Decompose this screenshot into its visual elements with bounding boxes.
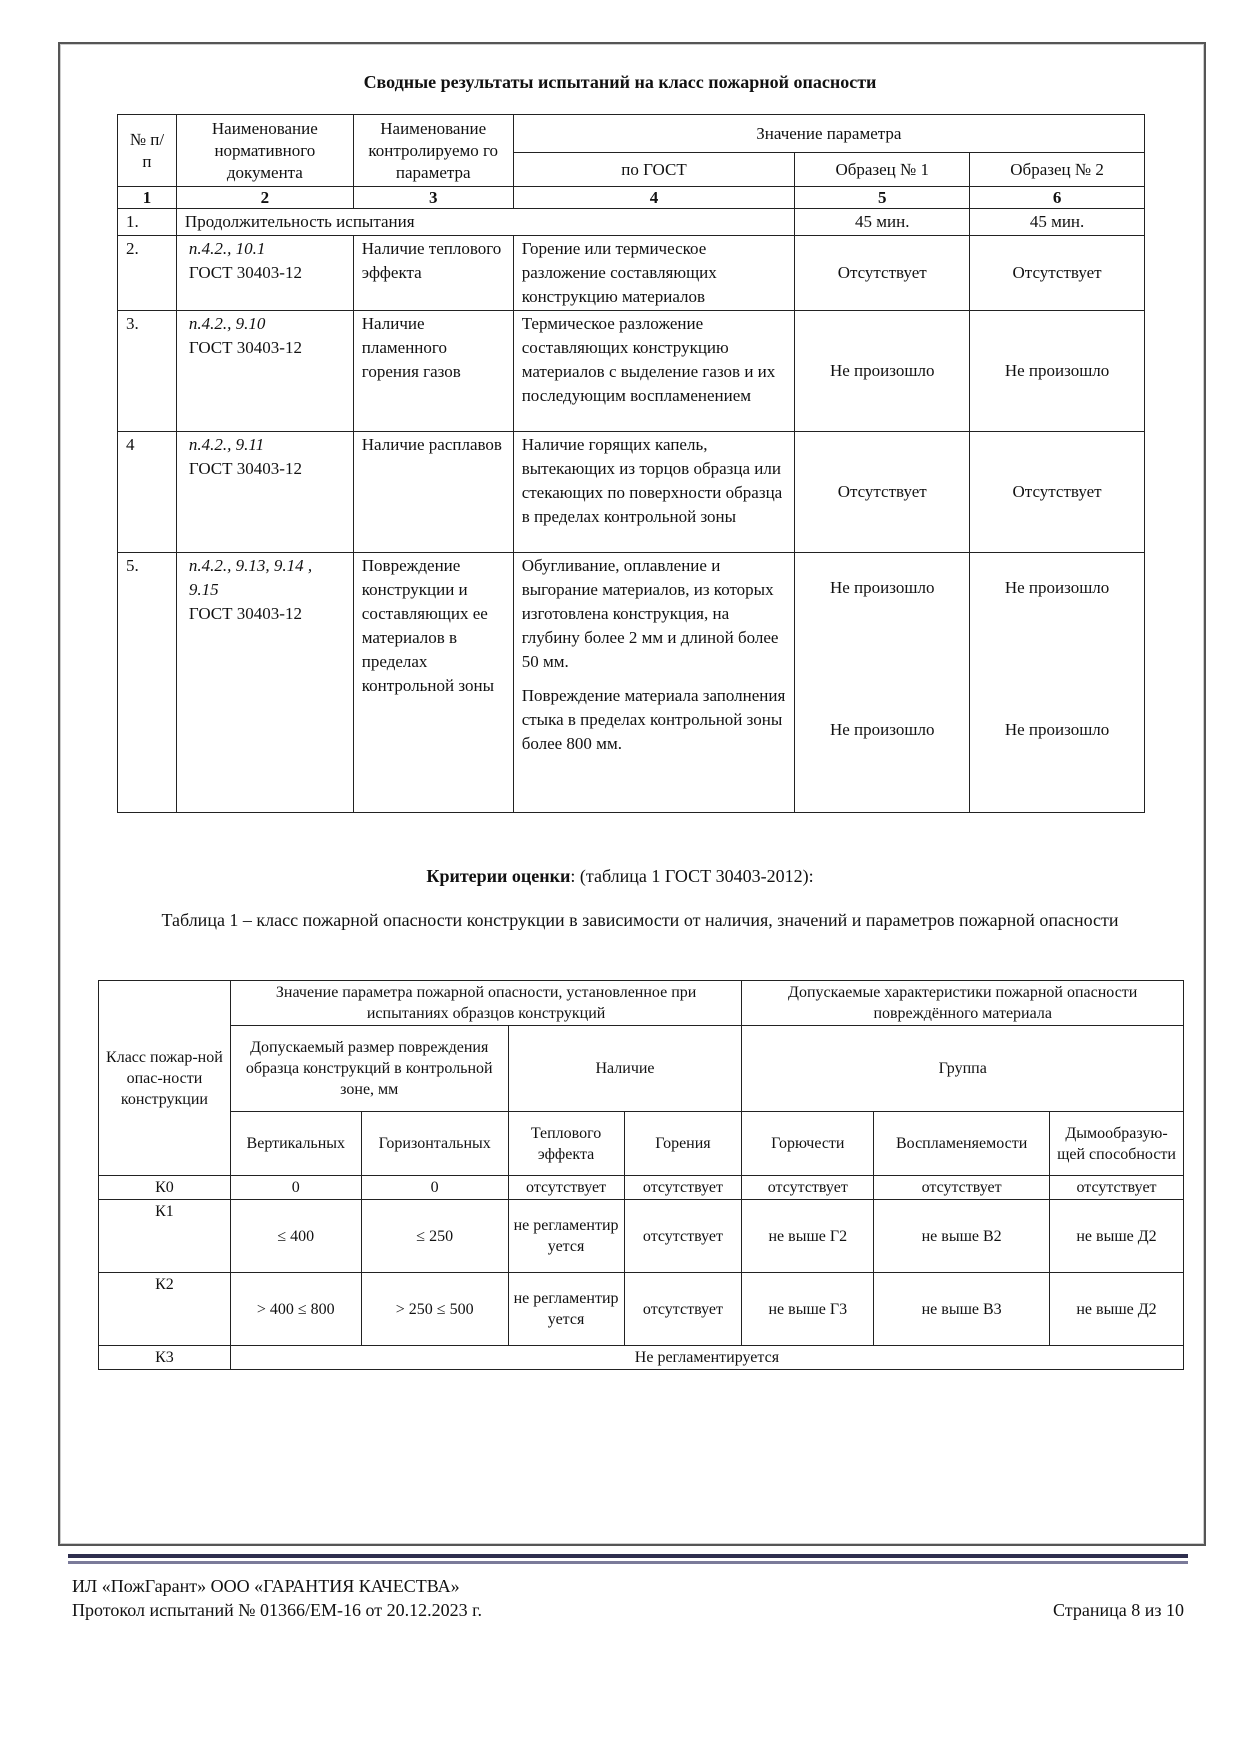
header-presence: Наличие (508, 1026, 742, 1112)
horizontal-value: 0 (361, 1176, 508, 1200)
horizontal-value: > 250 ≤ 500 (361, 1273, 508, 1346)
thermal-value: не регламентир уется (508, 1273, 624, 1346)
param-name: Наличие пламенного горения газов (353, 311, 513, 432)
header-value: Значение параметра (513, 115, 1144, 153)
footer-divider (68, 1554, 1188, 1558)
colnum: 3 (353, 187, 513, 209)
sample2-value: Не произошло (970, 311, 1145, 432)
combust-value: отсутствует (742, 1176, 874, 1200)
summary-title: Сводные результаты испытаний на класс пожарной опасности (363, 72, 877, 92)
combust-value: не выше Г3 (742, 1273, 874, 1346)
sample2-value: Отсутствует (970, 432, 1145, 553)
gost-criterion-a: Обугливание, оплавление и выгорание материалов, из которых изготовлена конструкция, на глубину более 2 мм и длиной более 50 мм. (521, 556, 779, 671)
sample1-value: Отсутствует (795, 432, 970, 553)
table-row (99, 1346, 1184, 1370)
class-table (98, 980, 1184, 1370)
header-group: Группа (742, 1026, 1184, 1112)
header-flamm: Воспламеняемости (874, 1112, 1050, 1176)
doc-ref: п.4.2., 9.10 ГОСТ 30403-12 (176, 311, 353, 432)
table-caption: Таблица 1 – класс пожарной опасности конструкции в зависимости от наличия, значений и параметров пожарной опасности (161, 910, 1119, 930)
header-sample1: Образец № 1 (795, 153, 970, 187)
criteria-label: Критерии оценки: (таблица 1 ГОСТ 30403-2012): (426, 866, 814, 886)
burning-value: отсутствует (624, 1273, 742, 1346)
footer-lab: ИЛ «ПожГарант» ООО «ГАРАНТИЯ КАЧЕСТВА» (72, 1576, 460, 1596)
param-name: Повреждение конструкции и составляющих ее материалов в пределах контрольной зоны (353, 553, 513, 813)
footer-divider (68, 1561, 1188, 1564)
flamm-value: не выше В3 (874, 1273, 1050, 1346)
row-num: 2. (118, 236, 177, 311)
colnum: 4 (513, 187, 795, 209)
gost-criterion: Наличие горящих капель, вытекающих из торцов образца или стекающих по поверхности образца в пределах контрольной зоны (513, 432, 795, 553)
header-horizontal: Горизонтальных (361, 1112, 508, 1176)
table-row (99, 1273, 1184, 1346)
smoke-value: не выше Д2 (1050, 1200, 1184, 1273)
sample2-value-b: Не произошло (1004, 720, 1110, 739)
header-burning: Горения (624, 1112, 742, 1176)
table-row (99, 1176, 1184, 1200)
column-numbers (118, 187, 1145, 209)
row-num: 5. (118, 553, 177, 813)
footer-info (72, 1574, 482, 1622)
table-row (118, 209, 1145, 236)
doc-ref: п.4.2., 9.13, 9.14 , 9.15 ГОСТ 30403-12 (176, 553, 353, 813)
not-regulated: Не регламентируется (230, 1346, 1183, 1370)
gost-criterion: Термическое разложение составляющих конструкцию материалов с выделение газов и их последующим воспламенением (513, 311, 795, 432)
thermal-value: не регламентир уется (508, 1200, 624, 1273)
flamm-value: не выше В2 (874, 1200, 1050, 1273)
smoke-value: не выше Д2 (1050, 1273, 1184, 1346)
param-name: Наличие расплавов (353, 432, 513, 553)
table-row (118, 432, 1145, 553)
table-row (118, 311, 1145, 432)
sample1-value (795, 553, 970, 813)
class-code: К3 (99, 1346, 231, 1370)
table-row (118, 236, 1145, 311)
header-param: Наименование контролируемо го параметра (353, 115, 513, 187)
colnum: 5 (795, 187, 970, 209)
vertical-value: > 400 ≤ 800 (230, 1273, 361, 1346)
row-num: 4 (118, 432, 177, 553)
header-size: Допускаемый размер повреждения образца конструкций в контрольной зоне, мм (230, 1026, 508, 1112)
summary-table (117, 114, 1145, 813)
header-sample2: Образец № 2 (970, 153, 1145, 187)
burning-value: отсутствует (624, 1200, 742, 1273)
gost-criterion-b: Повреждение материала заполнения стыка в пределах контрольной зоны более 800 мм. (521, 686, 786, 753)
gost-criterion (513, 553, 795, 813)
header-smoke: Дымообразую-щей способности (1050, 1112, 1184, 1176)
header-vertical: Вертикальных (230, 1112, 361, 1176)
table-row (118, 553, 1145, 813)
colnum: 1 (118, 187, 177, 209)
class-code: К2 (99, 1273, 231, 1346)
param-name: Наличие теплового эффекта (353, 236, 513, 311)
table-row (99, 1200, 1184, 1273)
class-code: К1 (99, 1200, 231, 1273)
sample2-value-a: Не произошло (1004, 578, 1110, 597)
vertical-value: ≤ 400 (230, 1200, 361, 1273)
header-doc: Наименование нормативного документа (176, 115, 353, 187)
class-code: К0 (99, 1176, 231, 1200)
vertical-value: 0 (230, 1176, 361, 1200)
duration-label: Продолжительность испытания (176, 209, 794, 236)
sample1-value: 45 мин. (795, 209, 970, 236)
horizontal-value: ≤ 250 (361, 1200, 508, 1273)
header-combust: Горючести (742, 1112, 874, 1176)
header-group2: Допускаемые характеристики пожарной опасности повреждённого материала (742, 981, 1184, 1026)
thermal-value: отсутствует (508, 1176, 624, 1200)
header-class: Класс пожар-ной опас-ности конструкции (99, 981, 231, 1176)
burning-value: отсутствует (624, 1176, 742, 1200)
header-thermal: Теплового эффекта (508, 1112, 624, 1176)
sample1-value-b: Не произошло (829, 720, 935, 739)
sample2-value (970, 553, 1145, 813)
doc-ref: п.4.2., 10.1 ГОСТ 30403-12 (176, 236, 353, 311)
flamm-value: отсутствует (874, 1176, 1050, 1200)
row-num: 3. (118, 311, 177, 432)
colnum: 6 (970, 187, 1145, 209)
smoke-value: отсутствует (1050, 1176, 1184, 1200)
header-num: № п/п (118, 115, 177, 187)
sample1-value: Не произошло (795, 311, 970, 432)
footer-protocol: Протокол испытаний № 01366/ЕМ-16 от 20.12.2023 г. (72, 1600, 482, 1620)
sample1-value-a: Не произошло (829, 578, 935, 597)
combust-value: не выше Г2 (742, 1200, 874, 1273)
sample2-value: Отсутствует (970, 236, 1145, 311)
sample1-value: Отсутствует (795, 236, 970, 311)
header-group1: Значение параметра пожарной опасности, установленное при испытаниях образцов конструкций (230, 981, 742, 1026)
gost-criterion: Горение или термическое разложение составляющих конструкцию материалов (513, 236, 795, 311)
sample2-value: 45 мин. (970, 209, 1145, 236)
header-gost: по ГОСТ (513, 153, 795, 187)
page-number: Страница 8 из 10 (1053, 1600, 1184, 1620)
doc-ref: п.4.2., 9.11 ГОСТ 30403-12 (176, 432, 353, 553)
row-num: 1. (118, 209, 177, 236)
colnum: 2 (176, 187, 353, 209)
